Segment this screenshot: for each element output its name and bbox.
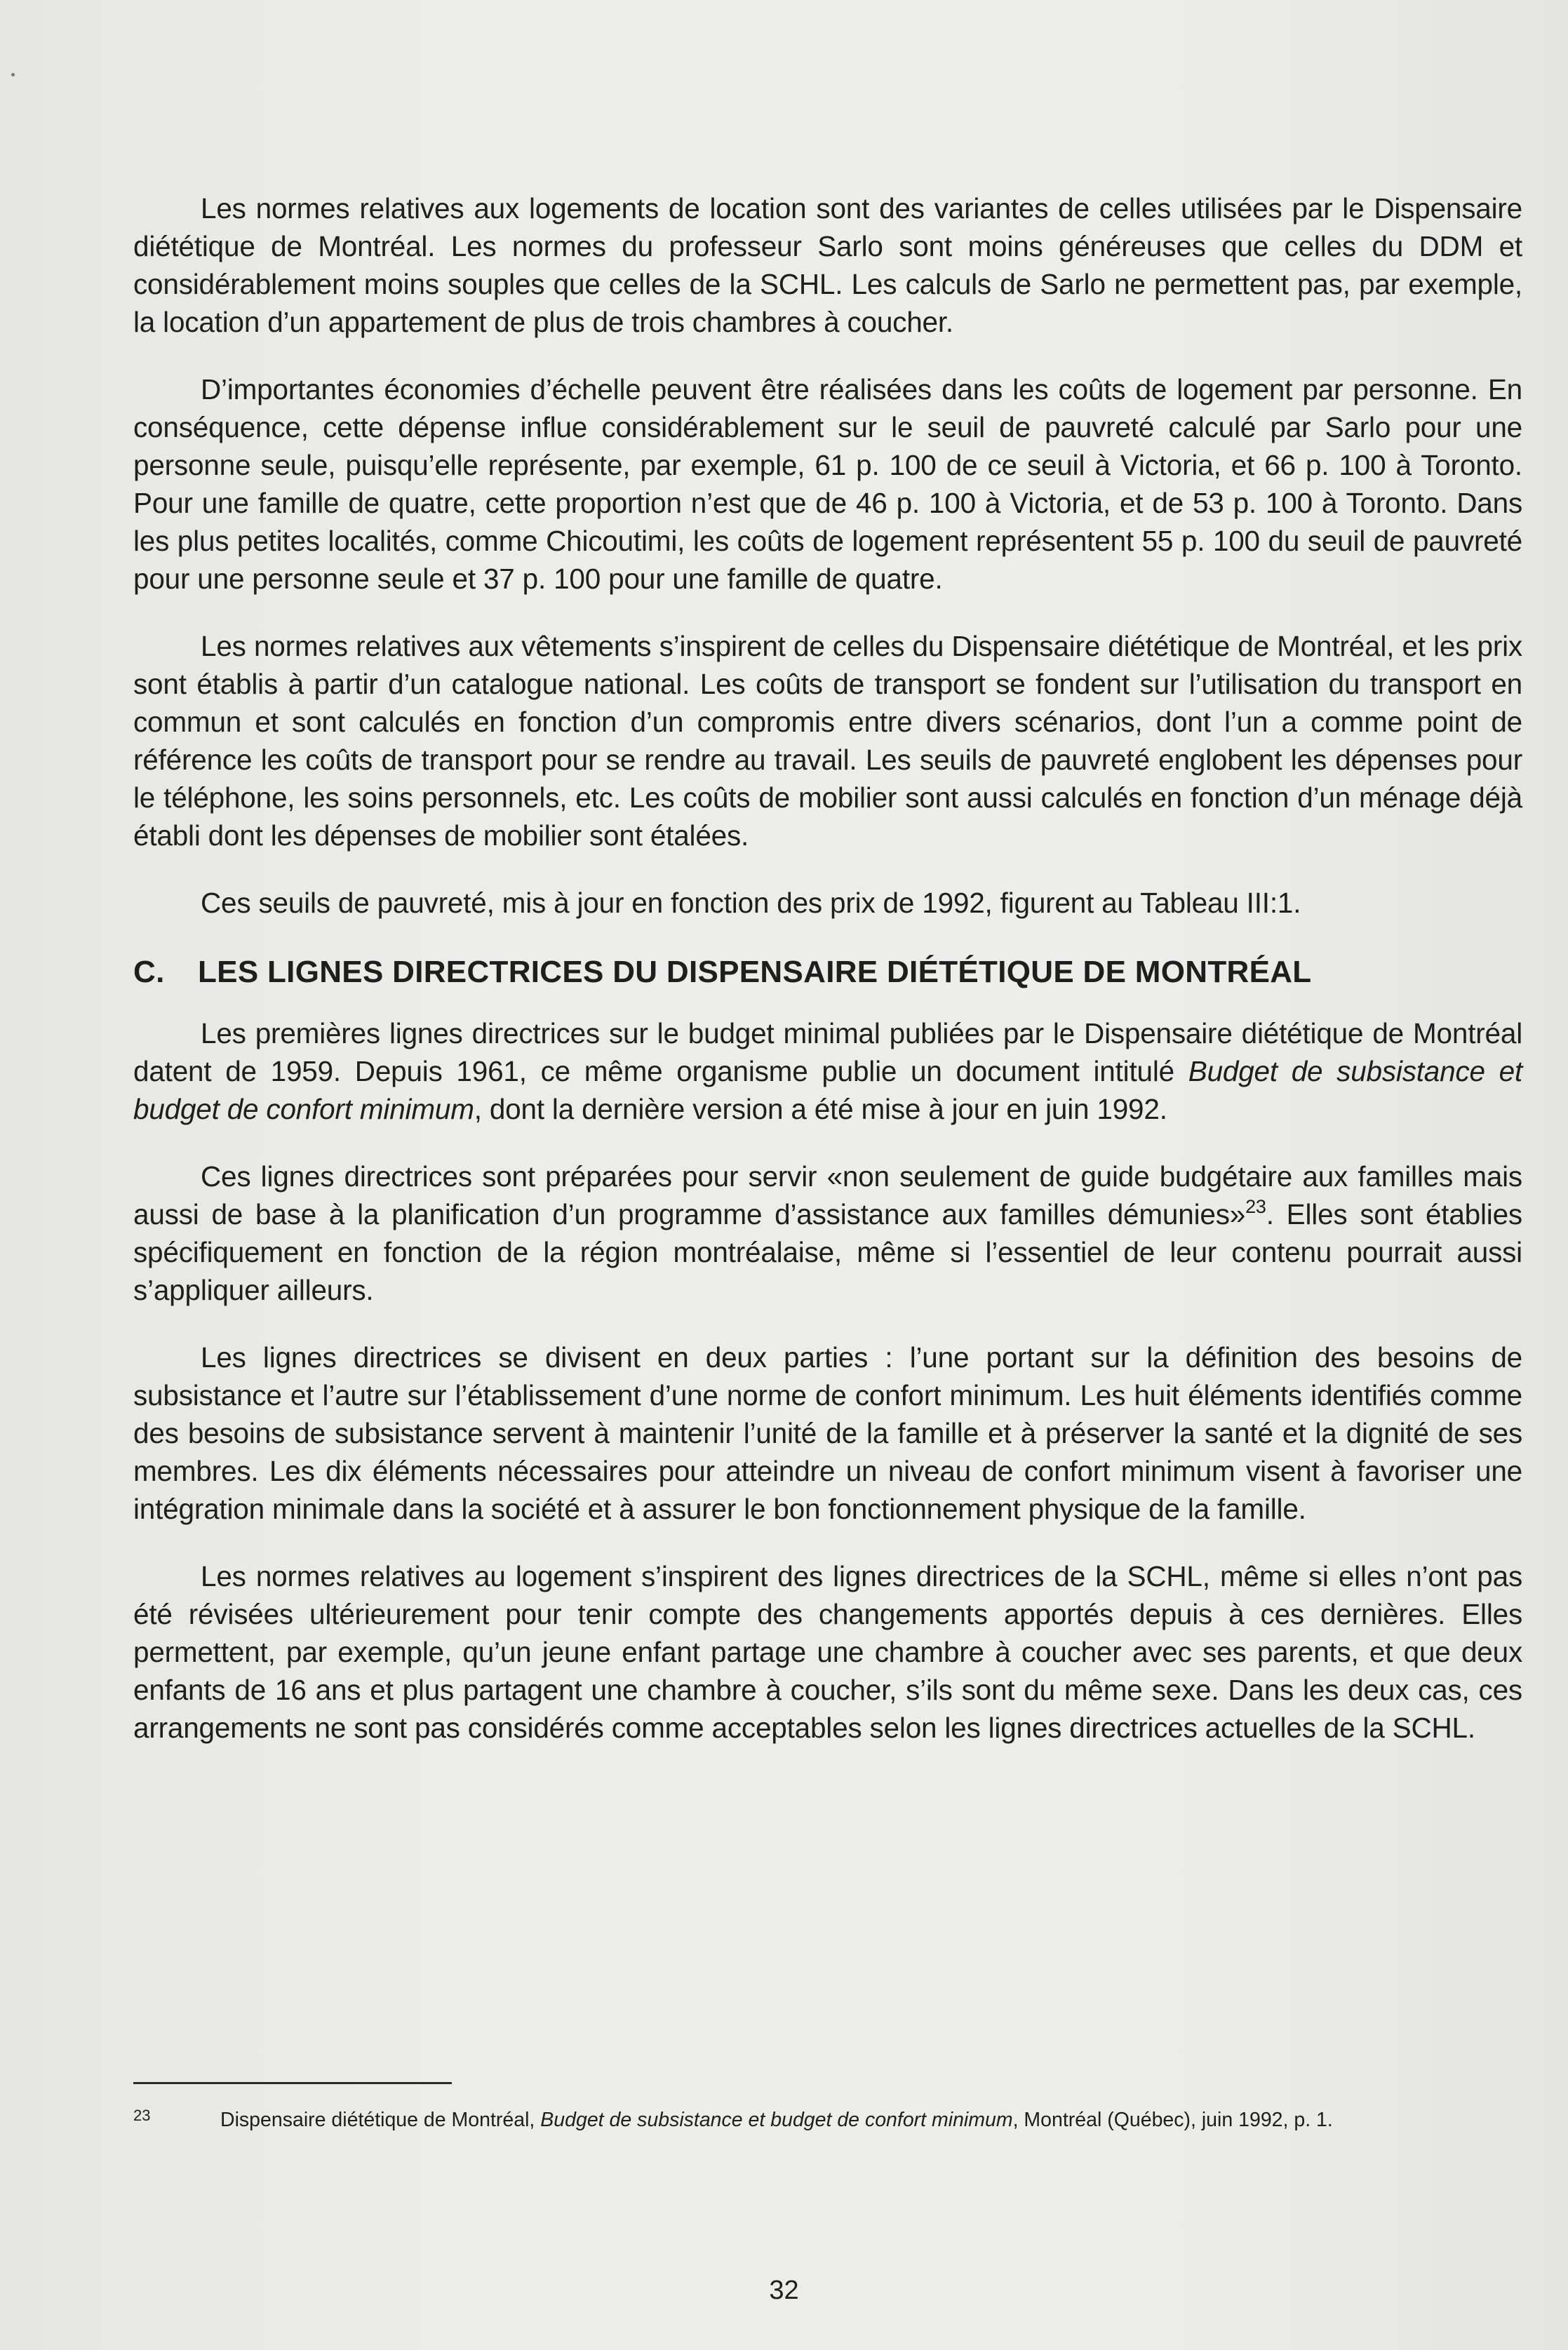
section-heading xyxy=(133,951,1522,993)
paragraph-table-reference: Ces seuils de pauvreté, mis à jour en fonction des prix de 1992, figurent au Tableau III:1. xyxy=(201,887,1301,919)
document-title-italic: Budget de subsistance et budget de confort minimum xyxy=(133,1055,1522,1125)
footnote-title: Budget de subsistance et budget de confort minimum xyxy=(540,2109,1013,2131)
footnote-details: , Montréal (Québec), juin 1992, p. 1. xyxy=(1012,2109,1333,2131)
paragraph-clothing-transport: Les normes relatives aux vêtements s’inspirent de celles du Dispensaire diététique de Montréal, et les prix sont établis à partir d’un catalogue national. Les coûts de transport se fondent sur l’utilisation du transport en commun et sont calculés en fonction d’un compromis entre divers scénarios, dont l’un a comme point de référence les coûts de transport pour se rendre au travail. Les seuils de pauvreté englobent les dépenses pour le téléphone, les soins personnels, etc. Les coûts de mobilier sont aussi calculés en fonction d’un ménage déjà établi dont les dépenses de mobilier sont étalées. xyxy=(133,630,1522,852)
footnote-author: Dispensaire diététique de Montréal, xyxy=(220,2109,541,2131)
body-text xyxy=(133,189,1522,1776)
paragraph-rental-housing-norms: Les normes relatives aux logements de location sont des variantes de celles utilisées par le Dispensaire diététique de Montréal. Les normes du professeur Sarlo sont moins généreuses que celles du DDM et considérablement moins souples que celles de la SCHL. Les calculs de Sarlo ne permettent pas, par exemple, la location d’un appartement de plus de trois chambres à coucher. xyxy=(133,192,1522,338)
paragraph-housing-norms-schl: Les normes relatives au logement s’inspirent des lignes directrices de la SCHL, même si elles n’ont pas été révisées ultérieurement pour tenir compte des changements apportés depuis à ces dernières. Elles permettent, par exemple, qu’un jeune enfant partage une chambre à coucher avec ses parents, et que deux enfants de 16 ans et plus partagent une chambre à coucher, s’ils sont du même sexe. Dans les deux cas, ces arrangements ne sont pas considérés comme acceptables selon les lignes directrices actuelles de la SCHL. xyxy=(133,1560,1522,1744)
paragraph-text: Ces lignes directrices sont préparées pour servir «non seulement de guide budgétaire aux familles mais aussi de base à la planification d’un programme d’assistance aux familles démunies» xyxy=(133,1160,1522,1230)
footnote xyxy=(133,2102,1522,2134)
scan-speck xyxy=(11,73,15,76)
paragraph-economies-of-scale: D’importantes économies d’échelle peuvent être réalisées dans les coûts de logement par personne. En conséquence, cette dépense influe considérablement sur le seuil de pauvreté calculé par Sarlo pour une personne seule, puisqu’elle représente, par exemple, 61 p. 100 de ce seuil à Victoria, et 66 p. 100 à Toronto. Pour une famille de quatre, cette proportion n’est que de 46 p. 100 à Victoria, et de 53 p. 100 à Toronto. Dans les plus petites localités, comme Chicoutimi, les coûts de logement représentent 55 p. 100 du seuil de pauvreté pour une personne seule et 37 p. 100 pour une famille de quatre. xyxy=(133,373,1522,595)
footnote-separator xyxy=(133,2082,452,2084)
footnote-number: 23 xyxy=(133,2107,151,2124)
section-number: C. xyxy=(133,955,165,989)
footnote-reference: 23 xyxy=(1245,1196,1266,1217)
paragraph-text: . Elles sont établies spécifiquement en fonction de la région montréalaise, même si l’essentiel de leur contenu pourrait aussi s’appliquer ailleurs. xyxy=(133,1198,1522,1306)
page-number: 32 xyxy=(769,2276,799,2305)
paragraph-guidelines-purpose xyxy=(133,1157,1522,1309)
paragraph-two-parts: Les lignes directrices se divisent en deux parties : l’une portant sur la définition des besoins de subsistance et l’autre sur l’établissement d’une norme de confort minimum. Les huit éléments identifiés comme des besoins de subsistance servent à maintenir l’unité de la famille et à préserver la santé et la dignité de ses membres. Les dix éléments nécessaires pour atteindre un niveau de confort minimum visent à favoriser une intégration minimale dans la société et à assurer le bon fonctionnement physique de la famille. xyxy=(133,1341,1522,1525)
section-title: LES LIGNES DIRECTRICES DU DISPENSAIRE DIÉTÉTIQUE DE MONTRÉAL xyxy=(198,955,1312,989)
paragraph-text: , dont la dernière version a été mise à jour en juin 1992. xyxy=(474,1093,1167,1125)
paragraph-first-guidelines xyxy=(133,1014,1522,1128)
paragraph-text: Les premières lignes directrices sur le budget minimal publiées par le Dispensaire diététique de Montréal datent de 1959. Depuis 1961, ce même organisme publie un document intitulé xyxy=(133,1017,1522,1087)
